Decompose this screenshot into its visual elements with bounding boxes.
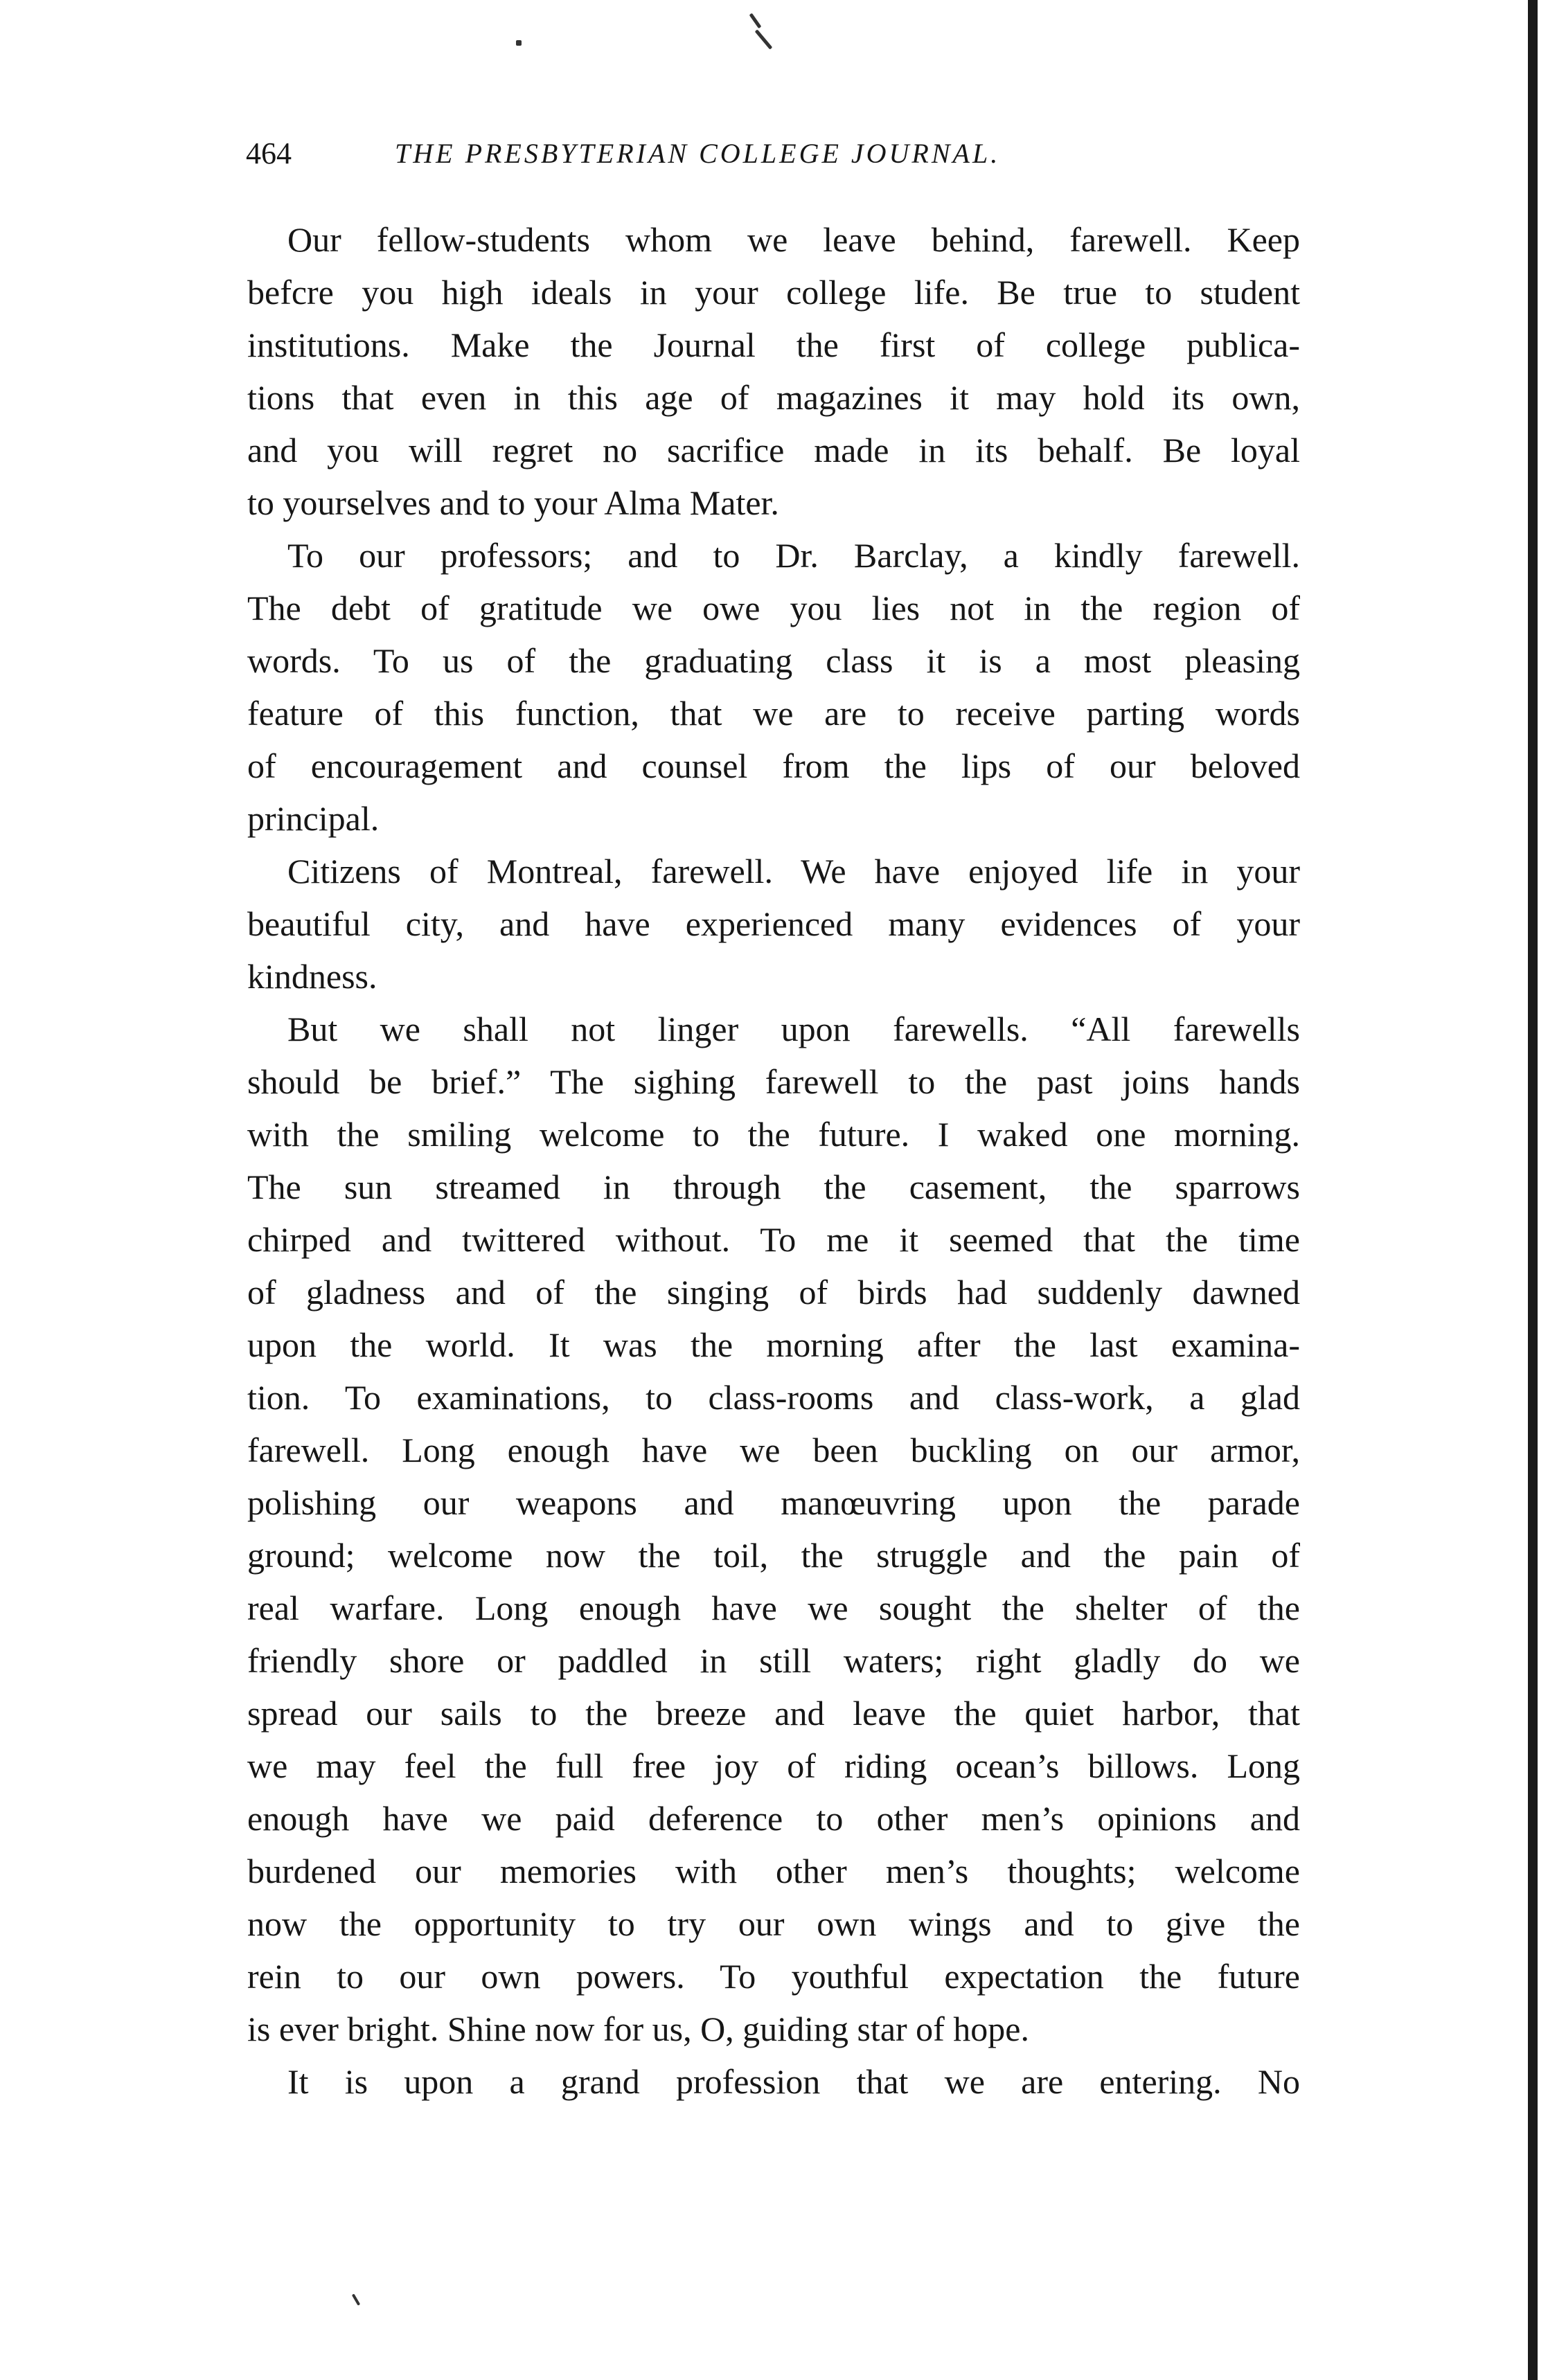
text-line: ground; welcome now the toil, the struggle and the pain of (247, 1536, 1300, 1575)
text-line: real warfare. Long enough have we sought the shelter of the (247, 1589, 1300, 1627)
scan-speck (352, 2293, 360, 2306)
text-line: polishing our weapons and manœuvring upon the parade (247, 1483, 1300, 1522)
scan-speck (749, 13, 762, 29)
text-line: upon the world. It was the morning after the last examina- (247, 1325, 1300, 1364)
text-line: institutions. Make the Journal the first of college publica- (247, 325, 1300, 364)
text-line: beautiful city, and have experienced many evidences of your (247, 904, 1300, 943)
text-line: we may feel the full free joy of riding ocean’s billows. Long (247, 1746, 1300, 1785)
page-number: 464 (246, 136, 292, 170)
page-header (246, 133, 1306, 175)
text-line: burdened our memories with other men’s thoughts; welcome (247, 1852, 1300, 1890)
text-line: words. To us of the graduating class it is a most pleasing (247, 641, 1300, 680)
text-line: of encouragement and counsel from the lips of our beloved (247, 746, 1300, 785)
text-line: Citizens of Montreal, farewell. We have enjoyed life in your (287, 852, 1300, 891)
text-line: now the opportunity to try our own wings and to give the (247, 1904, 1300, 1943)
text-line: to yourselves and to your Alma Mater. (247, 483, 779, 522)
page-edge-rule (1528, 0, 1538, 2380)
text-line: rein to our own powers. To youthful expectation the future (247, 1957, 1300, 1996)
running-head: THE PRESBYTERIAN COLLEGE JOURNAL. (395, 138, 1001, 169)
text-line: The sun streamed in through the casement, the sparrows (247, 1167, 1300, 1206)
text-line: To our professors; and to Dr. Barclay, a kindly farewell. (287, 536, 1300, 575)
text-line: It is upon a grand profession that we are entering. No (287, 2062, 1300, 2101)
text-line: chirped and twittered without. To me it seemed that the time (247, 1220, 1300, 1259)
text-line: should be brief.” The sighing farewell to the past joins hands (247, 1062, 1300, 1101)
text-line: of gladness and of the singing of birds had suddenly dawned (247, 1273, 1300, 1312)
text-line: But we shall not linger upon farewells. “All farewells (287, 1010, 1300, 1048)
text-line: tions that even in this age of magazines it may hold its own, (247, 378, 1300, 417)
text-line: and you will regret no sacrifice made in its behalf. Be loyal (247, 431, 1300, 469)
text-line: tion. To examinations, to class-rooms and class-work, a glad (247, 1378, 1300, 1417)
text-line: friendly shore or paddled in still waters; right gladly do we (247, 1641, 1300, 1680)
text-line: farewell. Long enough have we been buckling on our armor, (247, 1431, 1300, 1469)
body-text (247, 213, 1300, 2108)
text-line: with the smiling welcome to the future. I waked one morning. (247, 1115, 1300, 1154)
text-line: kindness. (247, 957, 377, 996)
text-line: befcre you high ideals in your college life. Be true to student (247, 273, 1300, 312)
scan-speck (755, 29, 773, 49)
text-line: spread our sails to the breeze and leave the quiet harbor, that (247, 1694, 1300, 1733)
text-line: is ever bright. Shine now for us, O, guiding star of hope. (247, 2010, 1030, 2048)
text-line: The debt of gratitude we owe you lies not in the region of (247, 589, 1300, 627)
scan-speck (516, 40, 522, 46)
text-line: enough have we paid deference to other men’s opinions and (247, 1799, 1300, 1838)
text-line: principal. (247, 799, 380, 838)
text-line: Our fellow-students whom we leave behind, farewell. Keep (287, 220, 1300, 259)
text-line: feature of this function, that we are to receive parting words (247, 694, 1300, 733)
